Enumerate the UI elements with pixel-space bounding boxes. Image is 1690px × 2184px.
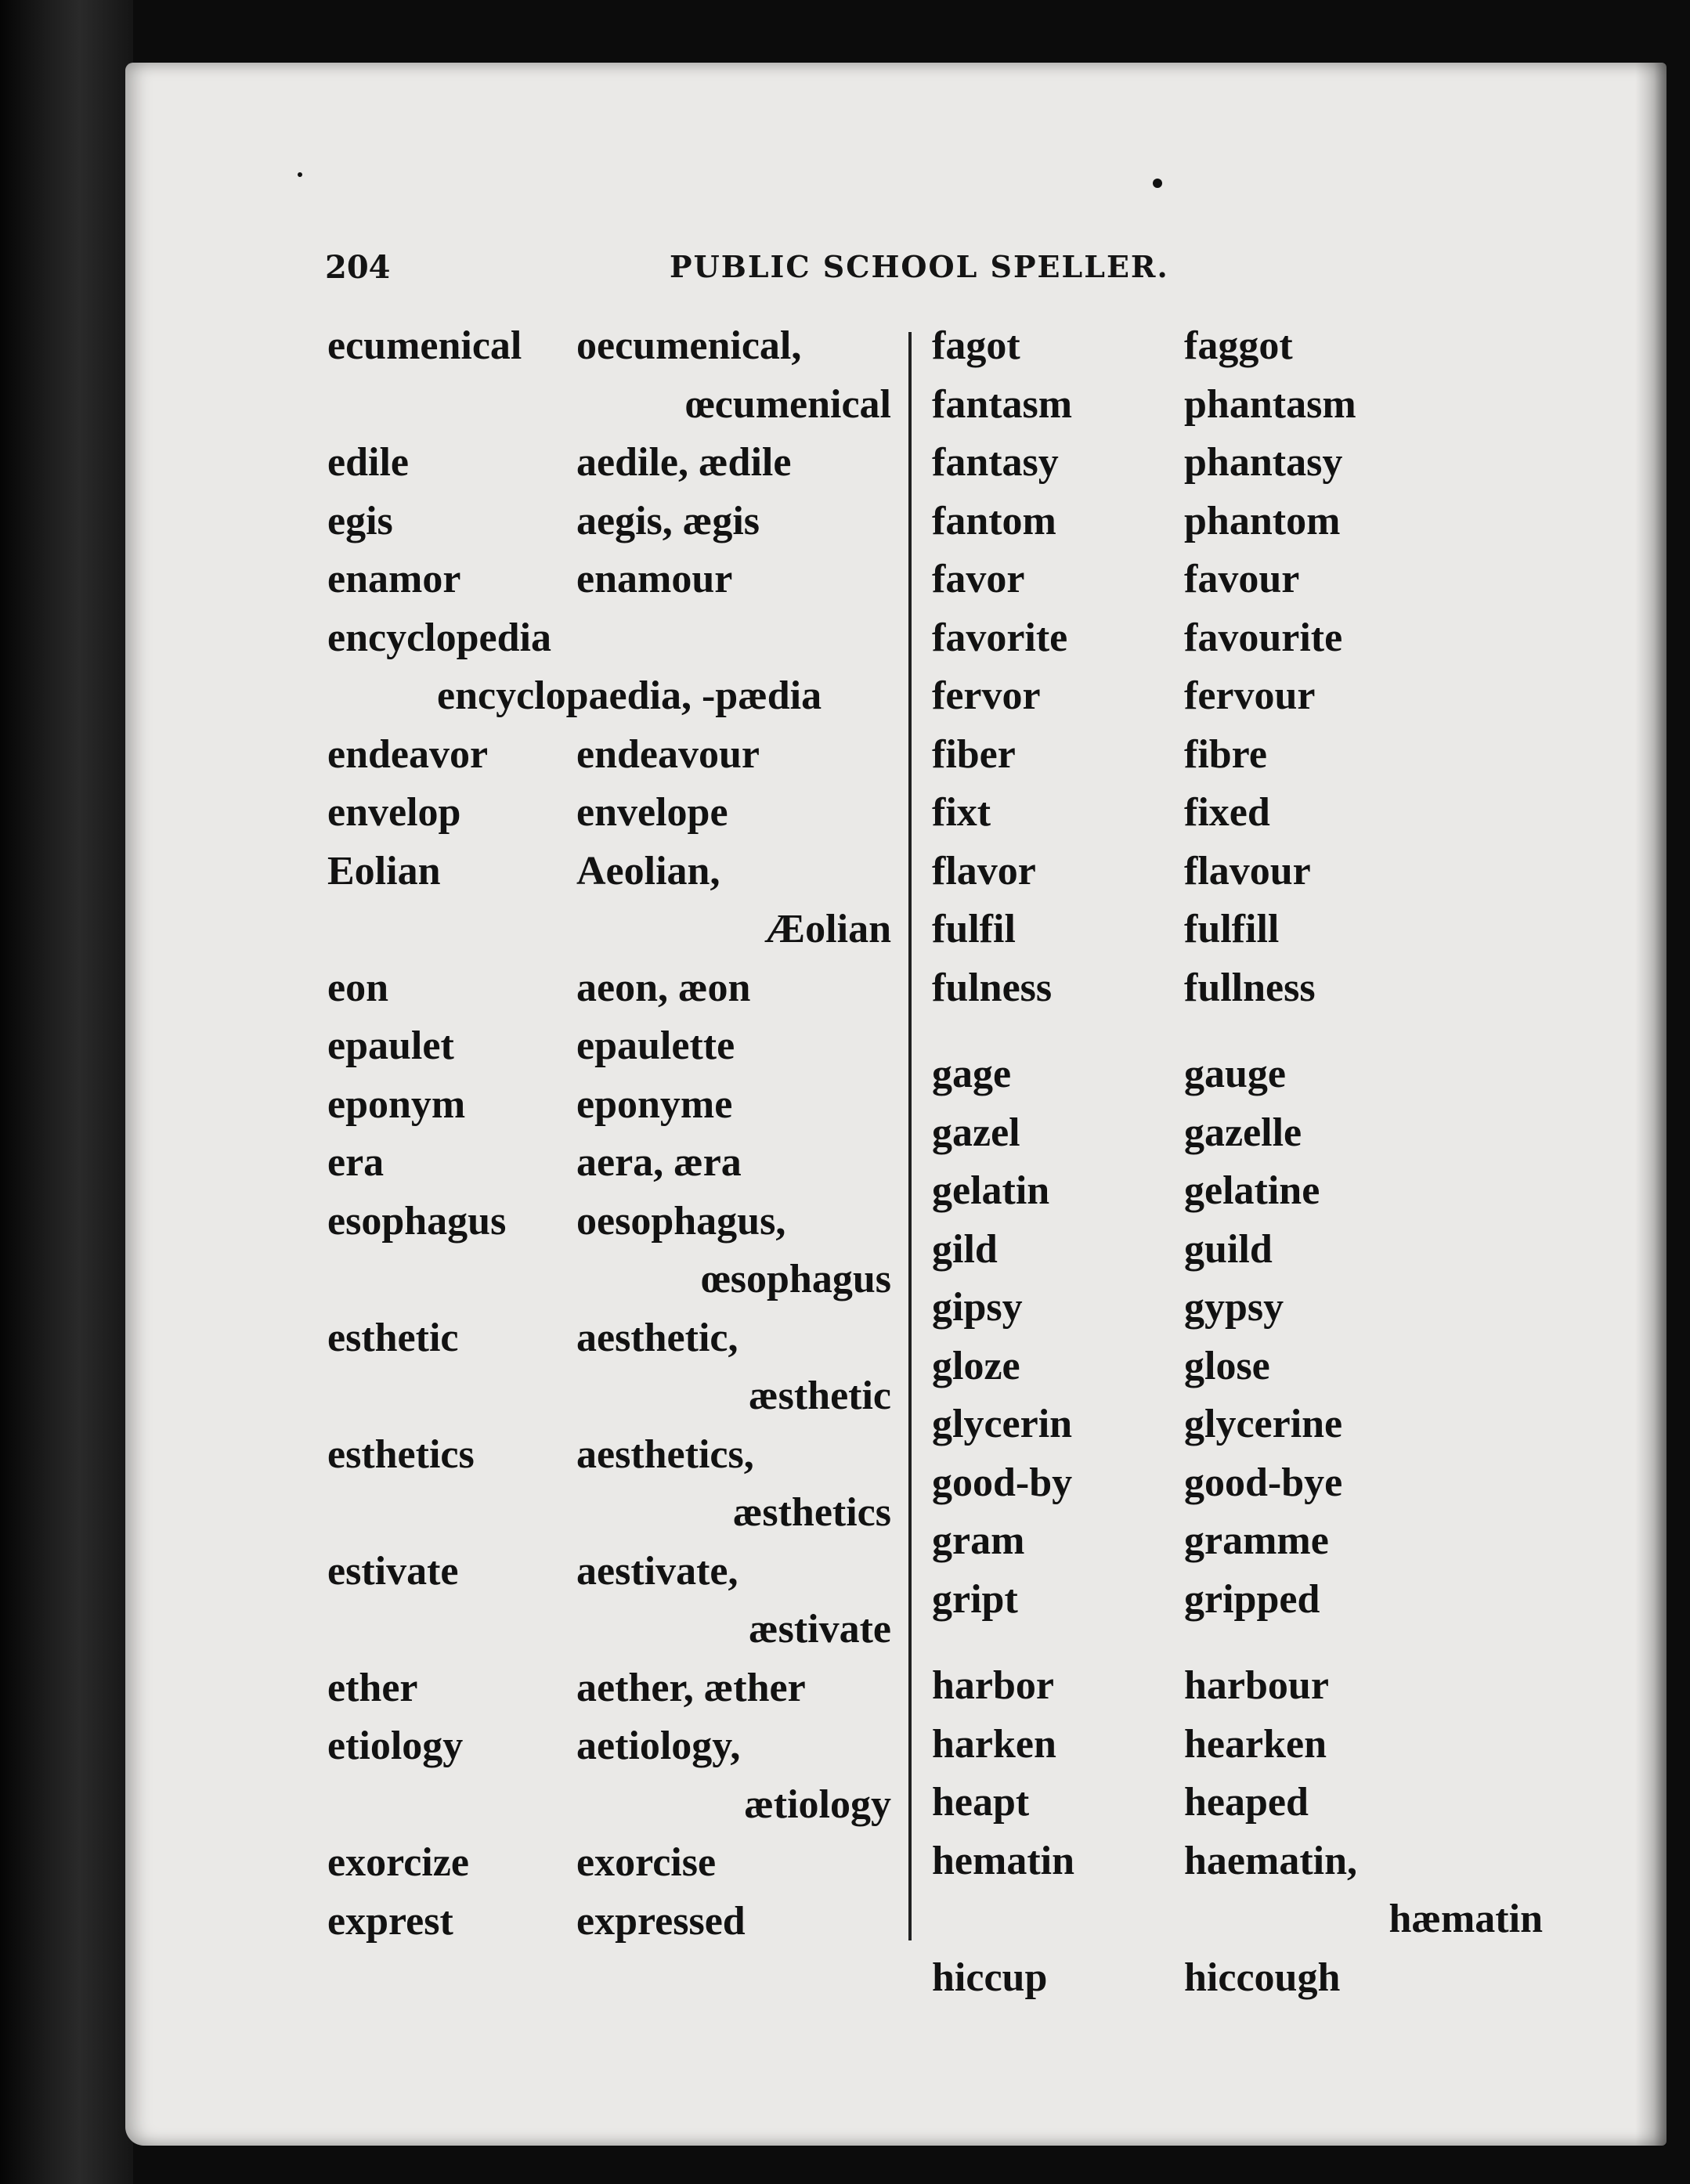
variant-spelling: fullness bbox=[1184, 965, 1316, 1010]
page-number: 204 bbox=[325, 249, 391, 286]
variant-spelling: fervour bbox=[1184, 673, 1316, 718]
word-row bbox=[932, 1051, 1543, 1110]
variant-spelling: eponyme bbox=[576, 1081, 733, 1127]
variant-spelling: hearken bbox=[1184, 1721, 1327, 1767]
word-row bbox=[932, 1284, 1543, 1343]
american-spelling: fantom bbox=[932, 498, 1056, 543]
variant-spelling: œcumenical bbox=[685, 381, 891, 427]
american-spelling: exorcize bbox=[327, 1840, 469, 1885]
variant-spelling: aether, æther bbox=[576, 1665, 806, 1710]
variant-spelling: phantasy bbox=[1184, 440, 1343, 485]
word-row bbox=[932, 498, 1543, 557]
american-spelling: fantasy bbox=[932, 440, 1059, 485]
american-spelling: glycerin bbox=[932, 1402, 1073, 1446]
variant-spelling: guild bbox=[1184, 1226, 1273, 1272]
word-row bbox=[932, 906, 1543, 965]
word-row bbox=[327, 789, 891, 848]
american-spelling: good-by bbox=[932, 1460, 1073, 1505]
word-row bbox=[932, 1343, 1543, 1402]
word-row bbox=[932, 1896, 1543, 1955]
word-row bbox=[932, 381, 1543, 440]
section-gap bbox=[932, 1634, 1543, 1662]
word-row bbox=[327, 1431, 891, 1490]
word-row bbox=[932, 673, 1543, 731]
american-spelling: encyclopaedia, -pædia bbox=[437, 673, 822, 718]
word-row bbox=[327, 965, 891, 1023]
american-spelling: favor bbox=[932, 557, 1025, 601]
word-row bbox=[932, 1838, 1543, 1897]
variant-spelling: expressed bbox=[576, 1898, 746, 1944]
variant-spelling: envelope bbox=[576, 790, 728, 835]
american-spelling: encyclopedia bbox=[327, 615, 551, 660]
variant-spelling: flavour bbox=[1184, 848, 1311, 893]
variant-spelling: hiccough bbox=[1184, 1955, 1341, 2000]
word-row bbox=[932, 1226, 1543, 1285]
american-spelling: estivate bbox=[327, 1548, 459, 1594]
word-row bbox=[932, 1110, 1543, 1168]
variant-spelling: gauge bbox=[1184, 1052, 1286, 1096]
word-row bbox=[932, 789, 1543, 848]
word-row bbox=[932, 1779, 1543, 1838]
variant-spelling: glycerine bbox=[1184, 1402, 1343, 1446]
american-spelling: gipsy bbox=[932, 1285, 1023, 1330]
word-row bbox=[932, 1460, 1543, 1518]
variant-spelling: phantom bbox=[1184, 498, 1341, 543]
american-spelling: hiccup bbox=[932, 1955, 1048, 2000]
right-column bbox=[932, 323, 1543, 2013]
variant-spelling: hæmatin bbox=[1388, 1897, 1543, 1941]
word-row bbox=[327, 1081, 891, 1140]
column-divider bbox=[908, 332, 912, 1940]
variant-spelling: harbour bbox=[1184, 1663, 1329, 1708]
word-row bbox=[327, 1898, 891, 1957]
ink-speck bbox=[1153, 179, 1162, 188]
american-spelling: gloze bbox=[932, 1343, 1020, 1388]
word-row bbox=[327, 323, 891, 381]
word-row bbox=[327, 1023, 891, 1081]
variant-spelling: æsthetic bbox=[749, 1374, 891, 1418]
variant-spelling: epaulette bbox=[576, 1023, 735, 1068]
american-spelling: gript bbox=[932, 1576, 1018, 1622]
word-row bbox=[932, 1576, 1543, 1635]
word-row bbox=[932, 615, 1543, 673]
american-spelling: exprest bbox=[327, 1898, 453, 1944]
american-spelling: gage bbox=[932, 1052, 1012, 1096]
word-row bbox=[932, 439, 1543, 498]
american-spelling: heapt bbox=[932, 1780, 1030, 1825]
american-spelling: esthetic bbox=[327, 1315, 459, 1360]
variant-spelling: æstivate bbox=[749, 1607, 891, 1652]
word-row bbox=[327, 556, 891, 615]
variant-spelling: oecumenical, bbox=[576, 323, 802, 368]
american-spelling: ecumenical bbox=[327, 323, 522, 368]
running-title: PUBLIC SCHOOL SPELLER. bbox=[670, 249, 1169, 284]
american-spelling: eon bbox=[327, 965, 388, 1010]
word-row bbox=[327, 498, 891, 557]
american-spelling: enamor bbox=[327, 557, 461, 601]
american-spelling: gild bbox=[932, 1226, 998, 1272]
word-row bbox=[932, 556, 1543, 615]
word-row bbox=[932, 323, 1543, 381]
variant-spelling: phantasm bbox=[1184, 381, 1356, 427]
page-header bbox=[0, 249, 1690, 296]
word-row bbox=[327, 439, 891, 498]
word-row bbox=[327, 731, 891, 790]
left-column bbox=[327, 323, 891, 1956]
word-row bbox=[327, 848, 891, 907]
american-spelling: ether bbox=[327, 1665, 418, 1710]
american-spelling: gram bbox=[932, 1518, 1025, 1563]
variant-spelling: gelatine bbox=[1184, 1168, 1320, 1213]
variant-spelling: glose bbox=[1184, 1343, 1270, 1388]
section-gap bbox=[932, 1023, 1543, 1051]
word-row bbox=[327, 381, 891, 440]
american-spelling: esophagus bbox=[327, 1198, 507, 1244]
variant-spelling: exorcise bbox=[576, 1840, 717, 1885]
word-row bbox=[327, 673, 891, 731]
word-row bbox=[932, 1518, 1543, 1576]
american-spelling: flavor bbox=[932, 848, 1036, 893]
american-spelling: etiology bbox=[327, 1724, 464, 1768]
variant-spelling: fibre bbox=[1184, 731, 1267, 777]
word-row bbox=[327, 1256, 891, 1315]
american-spelling: fantasm bbox=[932, 381, 1073, 427]
variant-spelling: fixed bbox=[1184, 790, 1270, 835]
american-spelling: gazel bbox=[932, 1110, 1020, 1155]
word-row bbox=[932, 965, 1543, 1023]
variant-spelling: aestivate, bbox=[576, 1548, 738, 1594]
word-row bbox=[327, 906, 891, 965]
word-row bbox=[932, 1401, 1543, 1460]
word-row bbox=[327, 1373, 891, 1431]
american-spelling: hematin bbox=[932, 1838, 1074, 1883]
word-row bbox=[327, 615, 891, 673]
variant-spelling: aedile, ædile bbox=[576, 440, 792, 485]
word-row bbox=[327, 1139, 891, 1198]
word-row bbox=[932, 731, 1543, 790]
american-spelling: harbor bbox=[932, 1663, 1054, 1708]
word-row bbox=[327, 1723, 891, 1781]
variant-spelling: good-bye bbox=[1184, 1460, 1343, 1505]
variant-spelling: gramme bbox=[1184, 1518, 1329, 1563]
variant-spelling: aegis, ægis bbox=[576, 498, 760, 543]
word-row bbox=[932, 1721, 1543, 1780]
word-row bbox=[327, 1839, 891, 1898]
word-row bbox=[932, 848, 1543, 907]
american-spelling: endeavor bbox=[327, 731, 489, 777]
word-row bbox=[327, 1665, 891, 1724]
variant-spelling: gripped bbox=[1184, 1576, 1320, 1622]
variant-spelling: œsophagus bbox=[701, 1257, 891, 1301]
variant-spelling: æsthetics bbox=[732, 1490, 891, 1535]
variant-spelling: oesophagus, bbox=[576, 1198, 786, 1244]
variant-spelling: heaped bbox=[1184, 1780, 1309, 1825]
american-spelling: fervor bbox=[932, 673, 1041, 718]
variant-spelling: endeavour bbox=[576, 731, 760, 777]
variant-spelling: fulfill bbox=[1184, 907, 1280, 951]
variant-spelling: favour bbox=[1184, 557, 1300, 601]
american-spelling: Eolian bbox=[327, 848, 441, 893]
variant-spelling: Aeolian, bbox=[576, 848, 720, 893]
american-spelling: envelop bbox=[327, 790, 461, 835]
american-spelling: eponym bbox=[327, 1081, 466, 1127]
variant-spelling: aetiology, bbox=[576, 1724, 741, 1768]
american-spelling: favorite bbox=[932, 615, 1068, 660]
variant-spelling: gypsy bbox=[1184, 1285, 1284, 1330]
page-edge-shadow bbox=[1635, 63, 1667, 2146]
american-spelling: fulfil bbox=[932, 907, 1016, 951]
variant-spelling: aeon, æon bbox=[576, 965, 751, 1010]
variant-spelling: haematin, bbox=[1184, 1838, 1357, 1883]
word-row bbox=[327, 1489, 891, 1548]
word-row bbox=[932, 1662, 1543, 1721]
variant-spelling: favourite bbox=[1184, 615, 1343, 660]
american-spelling: egis bbox=[327, 498, 393, 543]
variant-spelling: ætiology bbox=[744, 1781, 891, 1827]
american-spelling: harken bbox=[932, 1721, 1056, 1767]
american-spelling: edile bbox=[327, 440, 409, 485]
variant-spelling: Æolian bbox=[764, 907, 891, 951]
variant-spelling: gazelle bbox=[1184, 1110, 1302, 1155]
word-row bbox=[327, 1606, 891, 1665]
word-row bbox=[327, 1548, 891, 1607]
american-spelling: era bbox=[327, 1140, 385, 1185]
american-spelling: esthetics bbox=[327, 1431, 475, 1477]
word-row bbox=[327, 1781, 891, 1840]
variant-spelling: enamour bbox=[576, 557, 733, 601]
word-row bbox=[932, 1168, 1543, 1226]
variant-spelling: aesthetic, bbox=[576, 1315, 738, 1360]
variant-spelling: aesthetics, bbox=[576, 1431, 754, 1477]
american-spelling: epaulet bbox=[327, 1023, 454, 1068]
book-spine bbox=[0, 0, 133, 2184]
variant-spelling: aera, æra bbox=[576, 1140, 742, 1185]
american-spelling: fiber bbox=[932, 731, 1016, 777]
american-spelling: fixt bbox=[932, 790, 991, 835]
ink-speck bbox=[298, 172, 302, 177]
word-row bbox=[932, 1955, 1543, 2013]
word-row bbox=[327, 1315, 891, 1374]
american-spelling: fagot bbox=[932, 323, 1020, 368]
american-spelling: fulness bbox=[932, 965, 1053, 1010]
word-row bbox=[327, 1198, 891, 1257]
american-spelling: gelatin bbox=[932, 1168, 1050, 1213]
variant-spelling: faggot bbox=[1184, 323, 1293, 368]
